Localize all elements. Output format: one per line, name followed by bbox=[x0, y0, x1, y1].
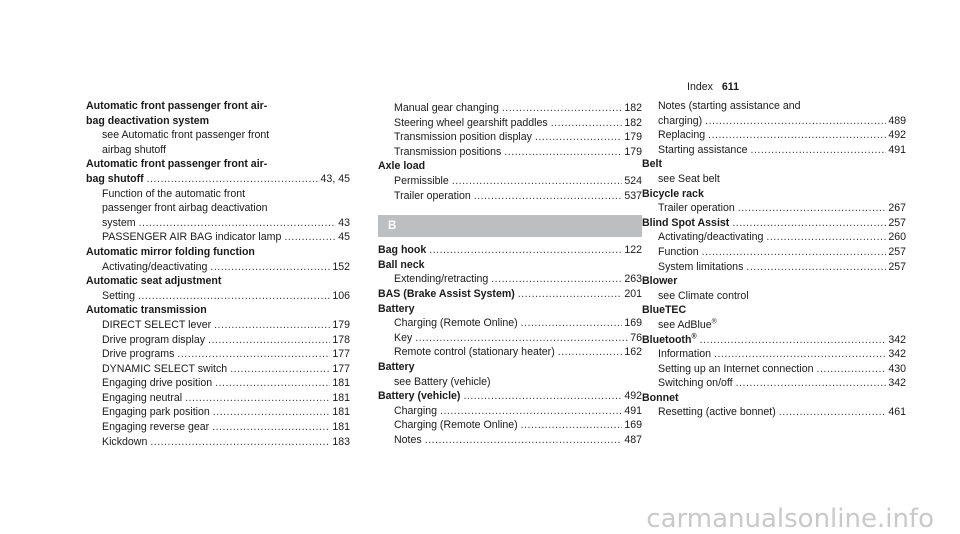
index-heading bbox=[642, 391, 906, 406]
header-label: Index bbox=[687, 81, 713, 93]
entry-label: Trailer operation bbox=[394, 189, 471, 202]
page-reference: 491 bbox=[888, 143, 906, 156]
index-subentry bbox=[642, 114, 906, 129]
entry-label: Drive program display bbox=[102, 333, 206, 346]
page-reference: 257 bbox=[888, 260, 906, 273]
entry-text bbox=[102, 318, 211, 333]
index-heading bbox=[642, 157, 906, 172]
entry-label: Transmission positions bbox=[394, 145, 502, 158]
index-subentry bbox=[86, 128, 350, 143]
entry-label: Automatic seat adjustment bbox=[86, 275, 222, 288]
entry-text bbox=[642, 216, 729, 231]
entry-text bbox=[102, 260, 207, 275]
index-subentry bbox=[642, 289, 906, 304]
dot-leader bbox=[702, 245, 887, 260]
entry-label: Setting up an Internet connection bbox=[658, 362, 814, 375]
page-header bbox=[687, 80, 739, 95]
entry-text bbox=[102, 435, 147, 450]
dot-leader bbox=[700, 333, 887, 348]
entry-text bbox=[394, 433, 422, 448]
dot-leader bbox=[732, 216, 886, 231]
dot-leader bbox=[208, 333, 330, 348]
registered-mark: ® bbox=[691, 332, 697, 340]
index-subentry bbox=[86, 143, 350, 158]
page-reference: 181 bbox=[332, 421, 350, 434]
index-subentry bbox=[86, 435, 350, 450]
dot-leader bbox=[463, 389, 622, 404]
entry-label: Bonnet bbox=[642, 391, 679, 404]
page-reference: 492 bbox=[888, 129, 906, 142]
page-reference: 178 bbox=[332, 333, 350, 346]
dot-leader bbox=[518, 287, 623, 302]
entry-label: Manual gear changing bbox=[394, 102, 499, 114]
dot-leader bbox=[736, 376, 887, 391]
dot-leader bbox=[705, 114, 886, 129]
entry-label: Battery (vehicle) bbox=[378, 390, 461, 403]
index-heading bbox=[86, 99, 350, 114]
page-reference: 122 bbox=[624, 244, 642, 257]
entry-text bbox=[102, 391, 182, 406]
entry-text bbox=[658, 201, 735, 216]
entry-label: Notes bbox=[394, 433, 422, 446]
dot-leader bbox=[185, 391, 330, 406]
entry-label: Steering wheel gearshift paddles bbox=[394, 116, 548, 129]
entry-text bbox=[102, 362, 227, 377]
index-entry bbox=[378, 243, 642, 258]
entry-label: Blind Spot Assist bbox=[642, 216, 730, 229]
entry-label: Engaging drive position bbox=[102, 377, 213, 390]
index-column-3 bbox=[642, 99, 906, 420]
entry-label: Automatic front passenger front air- bbox=[86, 100, 268, 112]
index-subentry bbox=[642, 128, 906, 143]
dot-leader bbox=[210, 260, 330, 275]
index-subentry bbox=[378, 418, 642, 433]
index-subentry bbox=[86, 187, 350, 202]
entry-label: see Battery (vehicle) bbox=[394, 375, 491, 388]
entry-label: Axle load bbox=[378, 160, 426, 173]
index-heading bbox=[86, 114, 350, 129]
page-reference: 342 bbox=[888, 377, 906, 390]
page-number: 611 bbox=[721, 81, 739, 93]
entry-label: Blower bbox=[642, 275, 678, 288]
entry-label: Automatic front passenger front air- bbox=[86, 158, 268, 171]
entry-label: passenger front airbag deactivation bbox=[102, 202, 268, 215]
index-subentry bbox=[86, 420, 350, 435]
page-reference: 491 bbox=[624, 404, 642, 417]
page-reference: 179 bbox=[624, 131, 642, 144]
page-reference: 489 bbox=[888, 114, 906, 127]
entry-label: Engaging park position bbox=[102, 406, 210, 419]
entry-label: airbag shutoff bbox=[102, 143, 167, 156]
index-subentry bbox=[642, 347, 906, 362]
index-subentry bbox=[86, 347, 350, 362]
index-subentry bbox=[86, 362, 350, 377]
dot-leader bbox=[212, 420, 330, 435]
entry-label: Charging (Remote Online) bbox=[394, 317, 518, 330]
index-entry bbox=[378, 287, 642, 302]
index-subentry bbox=[642, 376, 906, 391]
entry-text bbox=[102, 420, 209, 435]
entry-label: see AdBlue bbox=[658, 318, 712, 331]
entry-label: Setting bbox=[102, 289, 135, 302]
index-subentry bbox=[378, 375, 642, 390]
entry-label: charging) bbox=[658, 114, 703, 127]
index-subentry bbox=[86, 289, 350, 304]
entry-text bbox=[394, 316, 518, 331]
page-reference: 183 bbox=[332, 435, 350, 448]
page-reference: 201 bbox=[624, 287, 642, 300]
dot-leader bbox=[558, 345, 623, 360]
page-reference: 179 bbox=[332, 318, 350, 331]
page-reference: 257 bbox=[888, 216, 906, 229]
entry-label: Bag hook bbox=[378, 244, 427, 257]
entry-text bbox=[378, 287, 515, 302]
dot-leader bbox=[521, 418, 623, 433]
entry-label: Drive programs bbox=[102, 348, 175, 361]
entry-text bbox=[658, 362, 814, 377]
entry-text bbox=[658, 143, 748, 158]
page-reference: 342 bbox=[888, 348, 906, 361]
page-reference: 430 bbox=[888, 362, 906, 375]
dot-leader bbox=[502, 101, 622, 116]
entry-label: System limitations bbox=[658, 260, 744, 273]
entry-label: Trailer operation bbox=[658, 202, 735, 215]
index-subentry bbox=[378, 331, 642, 346]
entry-label: Starting assistance bbox=[658, 143, 748, 156]
entry-label: Function of the automatic front bbox=[102, 187, 246, 200]
dot-leader bbox=[746, 260, 886, 275]
index-subentry bbox=[86, 260, 350, 275]
index-subentry bbox=[378, 174, 642, 189]
entry-label: Replacing bbox=[658, 129, 706, 142]
entry-label: Information bbox=[658, 348, 711, 361]
entry-text bbox=[394, 345, 555, 360]
index-column-2 bbox=[378, 101, 642, 447]
index-heading bbox=[642, 303, 906, 318]
page-reference: 179 bbox=[624, 145, 642, 158]
entry-text bbox=[86, 172, 144, 187]
entry-label: Extending/retracting bbox=[394, 273, 489, 286]
page-reference: 177 bbox=[332, 348, 350, 361]
index-subentry bbox=[642, 362, 906, 377]
page-reference: 76 bbox=[630, 331, 642, 344]
entry-label: Bicycle rack bbox=[642, 187, 704, 200]
index-subentry bbox=[642, 99, 906, 114]
entry-text bbox=[102, 405, 210, 420]
entry-label: Engaging reverse gear bbox=[102, 421, 210, 434]
entry-text bbox=[394, 272, 488, 287]
dot-leader bbox=[147, 172, 319, 187]
dot-leader bbox=[425, 433, 623, 448]
entry-label: Automatic mirror folding function bbox=[86, 245, 255, 258]
index-heading bbox=[378, 258, 642, 273]
page-reference: 169 bbox=[624, 317, 642, 330]
index-heading bbox=[378, 302, 642, 317]
index-subentry bbox=[378, 272, 642, 287]
page-reference: 263 bbox=[624, 273, 642, 286]
page-reference: 181 bbox=[332, 377, 350, 390]
index-subentry bbox=[86, 391, 350, 406]
entry-text bbox=[378, 389, 460, 404]
entry-text bbox=[102, 230, 281, 245]
entry-text bbox=[642, 333, 697, 348]
section-header-b: B bbox=[378, 215, 642, 237]
entry-text bbox=[102, 376, 212, 391]
dot-leader bbox=[429, 243, 622, 258]
index-subentry bbox=[642, 245, 906, 260]
index-heading bbox=[378, 360, 642, 375]
dot-leader bbox=[738, 201, 887, 216]
entry-text bbox=[658, 376, 733, 391]
watermark: carmanualsonline.info bbox=[646, 504, 934, 534]
entry-label: Permissible bbox=[394, 174, 449, 187]
entry-text bbox=[102, 289, 135, 304]
entry-label: Ball neck bbox=[378, 258, 425, 271]
entry-text bbox=[394, 404, 437, 419]
index-entry bbox=[86, 172, 350, 187]
entry-label: bag shutoff bbox=[86, 172, 144, 185]
entry-label: Activating/deactivating bbox=[658, 231, 764, 244]
entry-text bbox=[394, 130, 532, 145]
dot-leader bbox=[535, 130, 622, 145]
entry-label: Key bbox=[394, 331, 413, 344]
dot-leader bbox=[138, 289, 330, 304]
entry-label: PASSENGER AIR BAG indicator lamp bbox=[102, 231, 282, 244]
dot-leader bbox=[504, 145, 622, 160]
entry-text bbox=[394, 331, 412, 346]
dot-leader bbox=[284, 230, 336, 245]
page-reference: 260 bbox=[888, 231, 906, 244]
index-heading bbox=[86, 303, 350, 318]
index-column-2-top bbox=[378, 101, 642, 203]
entry-text bbox=[394, 101, 499, 116]
entry-label: Activating/deactivating bbox=[102, 260, 208, 273]
entry-label: see Seat belt bbox=[658, 172, 720, 185]
page-reference: 169 bbox=[624, 419, 642, 432]
index-subentry bbox=[642, 318, 906, 333]
dot-leader bbox=[139, 216, 337, 231]
index-subentry bbox=[642, 172, 906, 187]
entry-text bbox=[658, 230, 763, 245]
entry-label: Charging (Remote Online) bbox=[394, 419, 518, 432]
page-reference: 177 bbox=[332, 362, 350, 375]
entry-label: Belt bbox=[642, 158, 663, 171]
index-subentry bbox=[378, 345, 642, 360]
index-heading bbox=[642, 187, 906, 202]
entry-label: bag deactivation system bbox=[86, 114, 210, 127]
entry-label: Battery bbox=[378, 302, 415, 315]
page-reference: 537 bbox=[624, 189, 642, 202]
index-subentry bbox=[378, 130, 642, 145]
page-reference: 267 bbox=[888, 202, 906, 215]
entry-label: DYNAMIC SELECT switch bbox=[102, 362, 228, 375]
index-subentry bbox=[86, 376, 350, 391]
index-subentry bbox=[86, 318, 350, 333]
entry-label: see Climate control bbox=[658, 289, 749, 302]
entry-label: Engaging neutral bbox=[102, 391, 183, 404]
index-heading bbox=[378, 159, 642, 174]
dot-leader bbox=[150, 435, 330, 450]
page-reference: 106 bbox=[332, 289, 350, 302]
entry-label: Kickdown bbox=[102, 435, 148, 448]
index-subentry bbox=[642, 260, 906, 275]
index-entry bbox=[642, 216, 906, 231]
entry-label: Switching on/off bbox=[658, 377, 733, 390]
index-subentry bbox=[378, 404, 642, 419]
entry-text bbox=[658, 260, 743, 275]
entry-label: Remote control (stationary heater) bbox=[394, 346, 555, 359]
index-subentry bbox=[86, 201, 350, 216]
entry-label: system bbox=[102, 216, 136, 229]
dot-leader bbox=[714, 347, 886, 362]
dot-leader bbox=[440, 404, 622, 419]
entry-label: BlueTEC bbox=[642, 304, 687, 317]
entry-label: DIRECT SELECT lever bbox=[102, 318, 212, 331]
entry-text bbox=[102, 216, 136, 231]
entry-label: Charging bbox=[394, 404, 437, 417]
page-reference: 181 bbox=[332, 406, 350, 419]
page-reference: 43 bbox=[338, 216, 350, 229]
index-heading bbox=[86, 157, 350, 172]
entry-label: Notes (starting assistance and bbox=[658, 100, 801, 112]
index-subentry bbox=[378, 316, 642, 331]
entry-text bbox=[394, 418, 518, 433]
entry-text bbox=[102, 347, 174, 362]
dot-leader bbox=[452, 174, 623, 189]
index-entry bbox=[642, 333, 906, 348]
index-subentry bbox=[378, 101, 642, 116]
dot-leader bbox=[708, 128, 886, 143]
index-subentry bbox=[642, 405, 906, 420]
index-subentry bbox=[642, 230, 906, 245]
index-heading bbox=[86, 274, 350, 289]
entry-label: Resetting (active bonnet) bbox=[658, 406, 776, 419]
registered-mark: ® bbox=[711, 318, 717, 326]
entry-label: Function bbox=[658, 245, 699, 258]
entry-text bbox=[658, 128, 705, 143]
dot-leader bbox=[779, 405, 887, 420]
entry-text bbox=[658, 405, 776, 420]
entry-text bbox=[658, 114, 702, 129]
page-reference: 182 bbox=[624, 102, 642, 114]
dot-leader bbox=[766, 230, 886, 245]
index-heading bbox=[642, 274, 906, 289]
page-reference: 461 bbox=[888, 406, 906, 419]
dot-leader bbox=[491, 272, 622, 287]
index-subentry bbox=[378, 189, 642, 204]
index-subentry bbox=[86, 333, 350, 348]
entry-text bbox=[658, 347, 711, 362]
entry-text bbox=[394, 189, 471, 204]
dot-leader bbox=[474, 189, 623, 204]
entry-text bbox=[378, 243, 426, 258]
index-subentry bbox=[86, 216, 350, 231]
entry-text bbox=[394, 174, 449, 189]
dot-leader bbox=[817, 362, 887, 377]
entry-label: Bluetooth bbox=[642, 333, 692, 346]
index-subentry bbox=[642, 143, 906, 158]
dot-leader bbox=[415, 331, 628, 346]
index-subentry bbox=[378, 433, 642, 448]
index-column-1 bbox=[86, 99, 350, 449]
entry-label: BAS (Brake Assist System) bbox=[378, 287, 515, 300]
index-subentry bbox=[378, 116, 642, 131]
dot-leader bbox=[213, 405, 331, 420]
dot-leader bbox=[521, 316, 623, 331]
entry-label: Battery bbox=[378, 360, 415, 373]
index-column-2-bottom bbox=[378, 243, 642, 447]
entry-label: see Automatic front passenger front bbox=[102, 129, 270, 142]
page-reference: 182 bbox=[624, 116, 642, 129]
entry-text bbox=[102, 333, 205, 348]
index-subentry bbox=[86, 230, 350, 245]
page-reference: 342 bbox=[888, 333, 906, 346]
page-reference: 152 bbox=[332, 260, 350, 273]
index-entry bbox=[378, 389, 642, 404]
dot-leader bbox=[177, 347, 330, 362]
index-subentry bbox=[378, 145, 642, 160]
page-reference: 43, 45 bbox=[320, 172, 350, 185]
entry-text bbox=[394, 145, 501, 160]
page-reference: 492 bbox=[624, 390, 642, 403]
page-reference: 181 bbox=[332, 391, 350, 404]
dot-leader bbox=[215, 376, 330, 391]
page-reference: 524 bbox=[624, 174, 642, 187]
entry-label: Transmission position display bbox=[394, 131, 532, 144]
index-subentry bbox=[86, 405, 350, 420]
page-reference: 45 bbox=[338, 231, 350, 244]
dot-leader bbox=[551, 116, 623, 131]
dot-leader bbox=[214, 318, 330, 333]
entry-text bbox=[658, 245, 699, 260]
page-reference: 487 bbox=[624, 433, 642, 446]
page-reference: 257 bbox=[888, 245, 906, 258]
entry-label: Automatic transmission bbox=[86, 304, 207, 317]
index-heading bbox=[86, 245, 350, 260]
dot-leader bbox=[751, 143, 887, 158]
entry-text bbox=[394, 116, 548, 131]
index-subentry bbox=[642, 201, 906, 216]
page-reference: 162 bbox=[624, 346, 642, 359]
dot-leader bbox=[230, 362, 330, 377]
